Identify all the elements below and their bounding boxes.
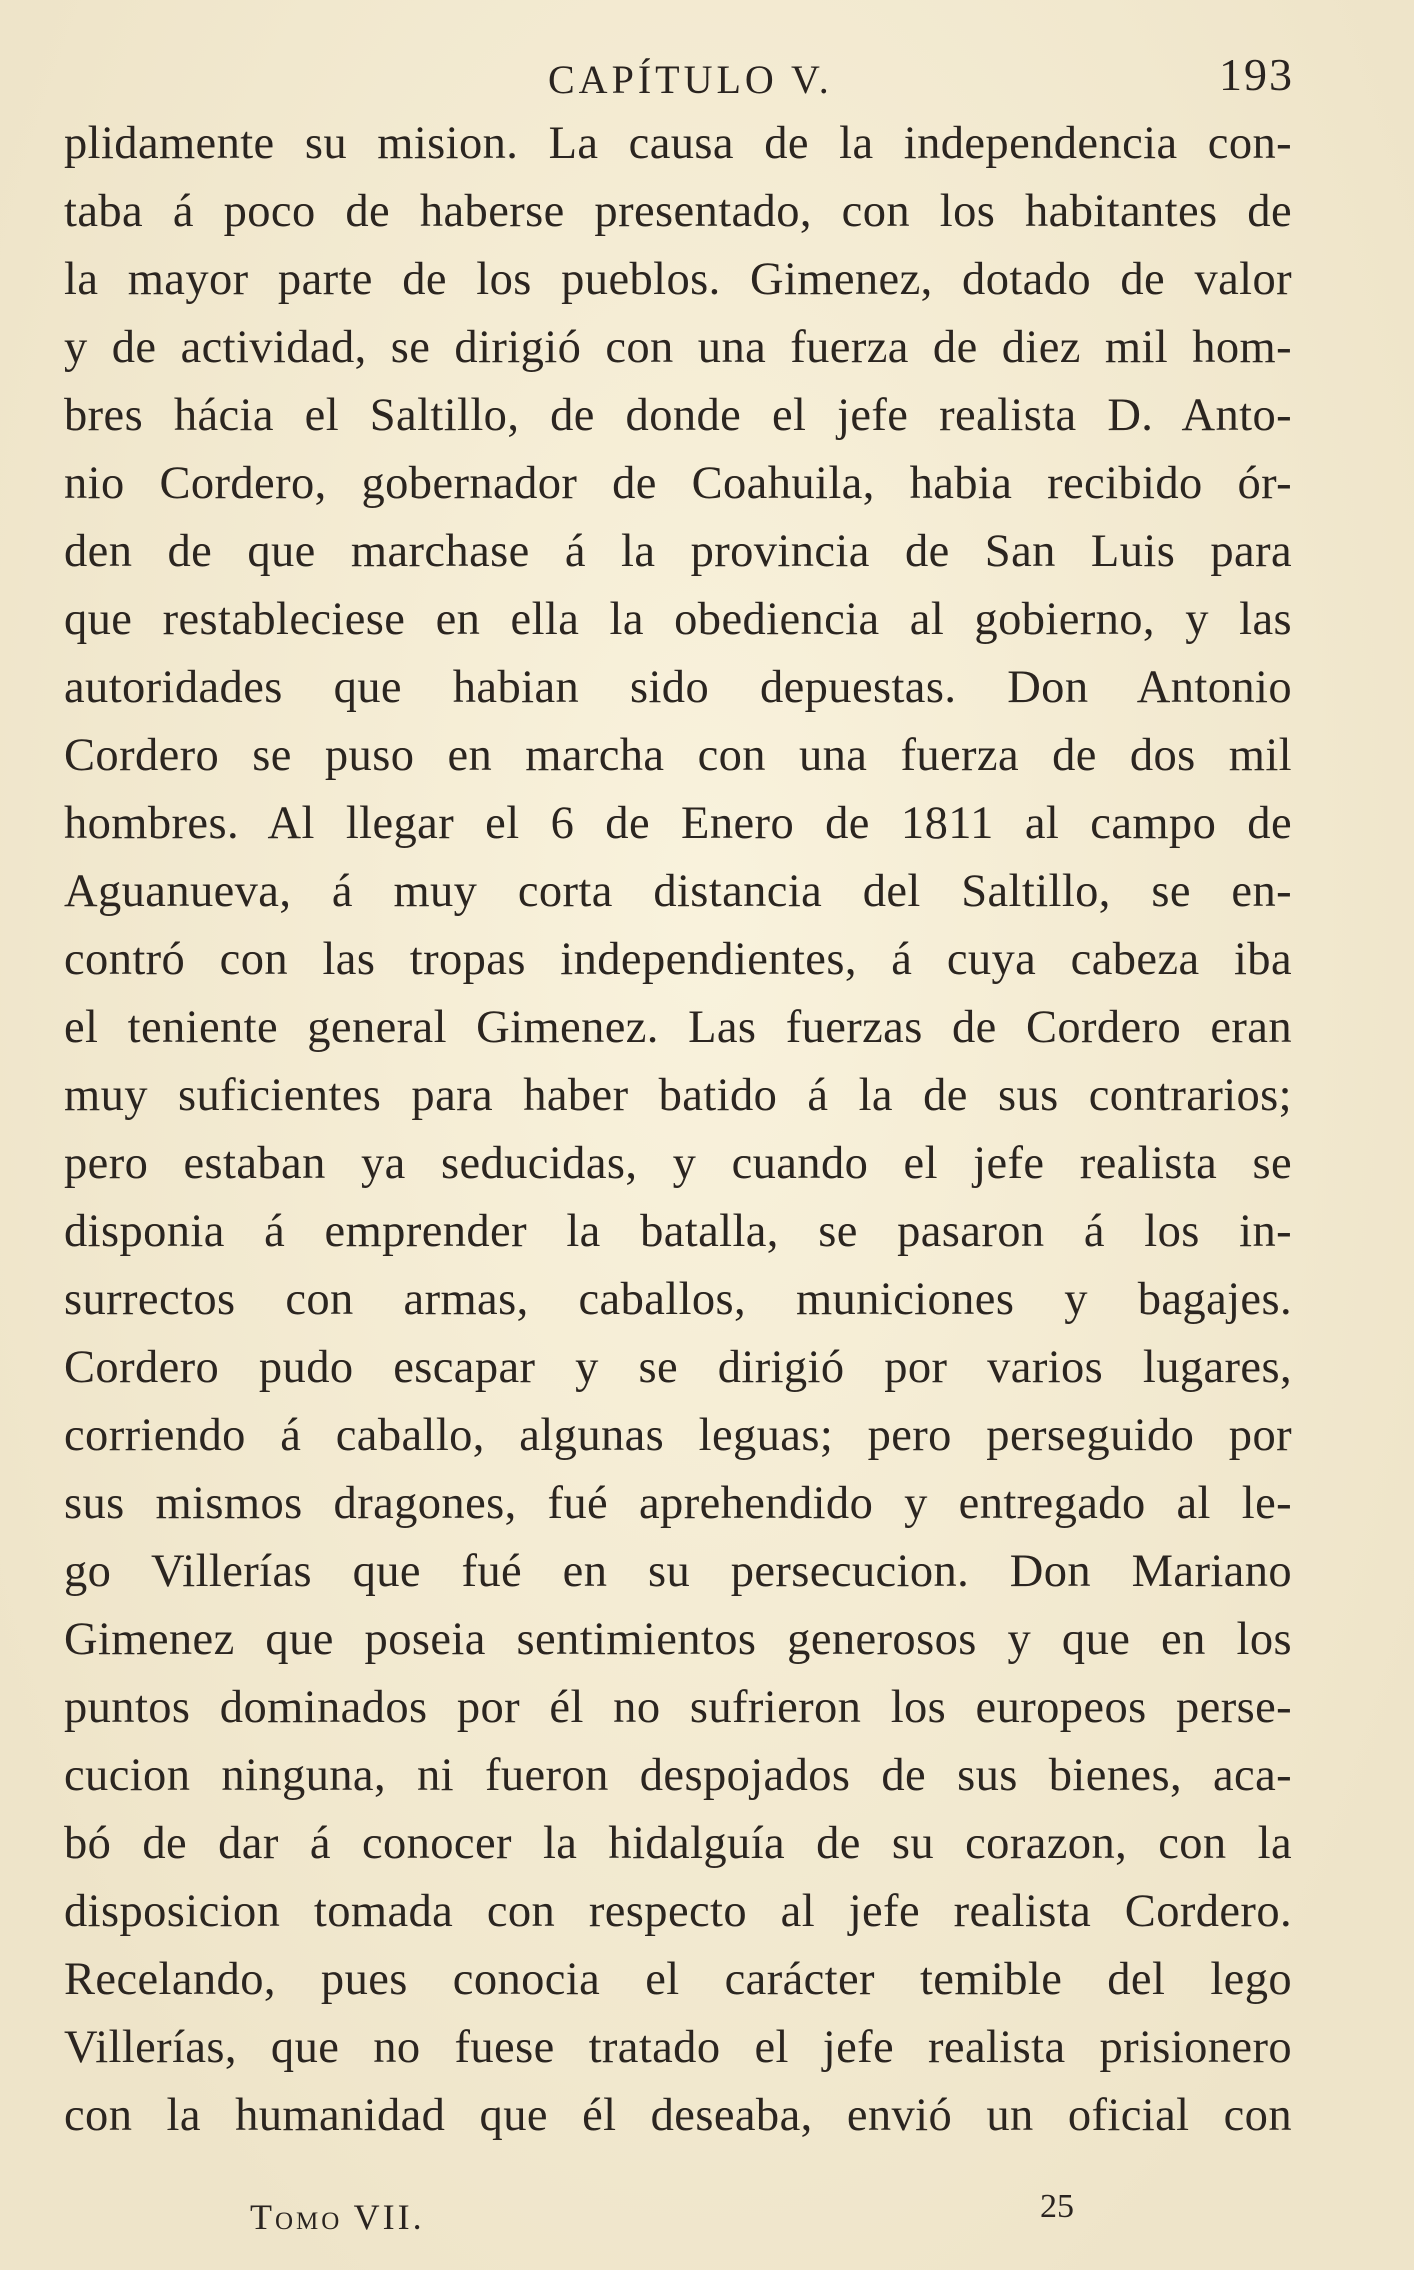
- text-line: nio Cordero, gobernador de Coahuila, habia recibido ór-: [64, 458, 1292, 509]
- text-line: sus mismos dragones, fué aprehendido y entregado al le-: [64, 1478, 1292, 1529]
- text-line: pero estaban ya seducidas, y cuando el jefe realista se: [64, 1138, 1292, 1189]
- text-line: cucion ninguna, ni fueron despojados de sus bienes, aca-: [64, 1750, 1292, 1801]
- text-line: el teniente general Gimenez. Las fuerzas de Cordero eran: [64, 1002, 1292, 1053]
- text-line: taba á poco de haberse presentado, con los habitantes de: [64, 186, 1292, 237]
- text-line: la mayor parte de los pueblos. Gimenez, dotado de valor: [64, 254, 1292, 305]
- text-line: con la humanidad que él deseaba, envió un oficial con: [64, 2090, 1292, 2141]
- text-line: autoridades que habian sido depuestas. Don Antonio: [64, 662, 1292, 713]
- body-text: [64, 110, 1292, 2150]
- page-number: 193: [1219, 49, 1294, 100]
- text-line: Gimenez que poseia sentimientos generosos y que en los: [64, 1614, 1292, 1665]
- text-line: go Villerías que fué en su persecucion. Don Mariano: [64, 1546, 1292, 1597]
- text-line: Recelando, pues conocia el carácter temible del lego: [64, 1954, 1292, 2005]
- volume-label: Tomo VII.: [250, 2197, 425, 2237]
- text-line: surrectos con armas, caballos, municiones y bagajes.: [64, 1274, 1292, 1325]
- text-line: disposicion tomada con respecto al jefe realista Cordero.: [64, 1886, 1292, 1937]
- text-line: Aguanueva, á muy corta distancia del Saltillo, se en-: [64, 866, 1292, 917]
- text-line: disponia á emprender la batalla, se pasaron á los in-: [64, 1206, 1292, 1257]
- running-head: CAPÍTULO V.: [548, 57, 833, 102]
- signature-mark: 25: [1040, 2188, 1074, 2225]
- text-line: Cordero pudo escapar y se dirigió por varios lugares,: [64, 1342, 1292, 1393]
- text-line: Cordero se puso en marcha con una fuerza de dos mil: [64, 730, 1292, 781]
- text-line: hombres. Al llegar el 6 de Enero de 1811 al campo de: [64, 798, 1292, 849]
- text-line: muy suficientes para haber batido á la de sus contrarios;: [64, 1070, 1292, 1121]
- text-line: bó de dar á conocer la hidalguía de su corazon, con la: [64, 1818, 1292, 1869]
- text-line: contró con las tropas independientes, á cuya cabeza iba: [64, 934, 1292, 985]
- text-line: y de actividad, se dirigió con una fuerza de diez mil hom-: [64, 322, 1292, 373]
- text-line: corriendo á caballo, algunas leguas; pero perseguido por: [64, 1410, 1292, 1461]
- text-line: puntos dominados por él no sufrieron los europeos perse-: [64, 1682, 1292, 1733]
- text-line: plidamente su mision. La causa de la independencia con-: [64, 118, 1292, 169]
- page-header: [0, 48, 1414, 108]
- page-footer: [0, 2188, 1414, 2246]
- text-line: que restableciese en ella la obediencia al gobierno, y las: [64, 594, 1292, 645]
- text-line: Villerías, que no fuese tratado el jefe realista prisionero: [64, 2022, 1292, 2073]
- text-line: den de que marchase á la provincia de San Luis para: [64, 526, 1292, 577]
- text-line: bres hácia el Saltillo, de donde el jefe realista D. Anto-: [64, 390, 1292, 441]
